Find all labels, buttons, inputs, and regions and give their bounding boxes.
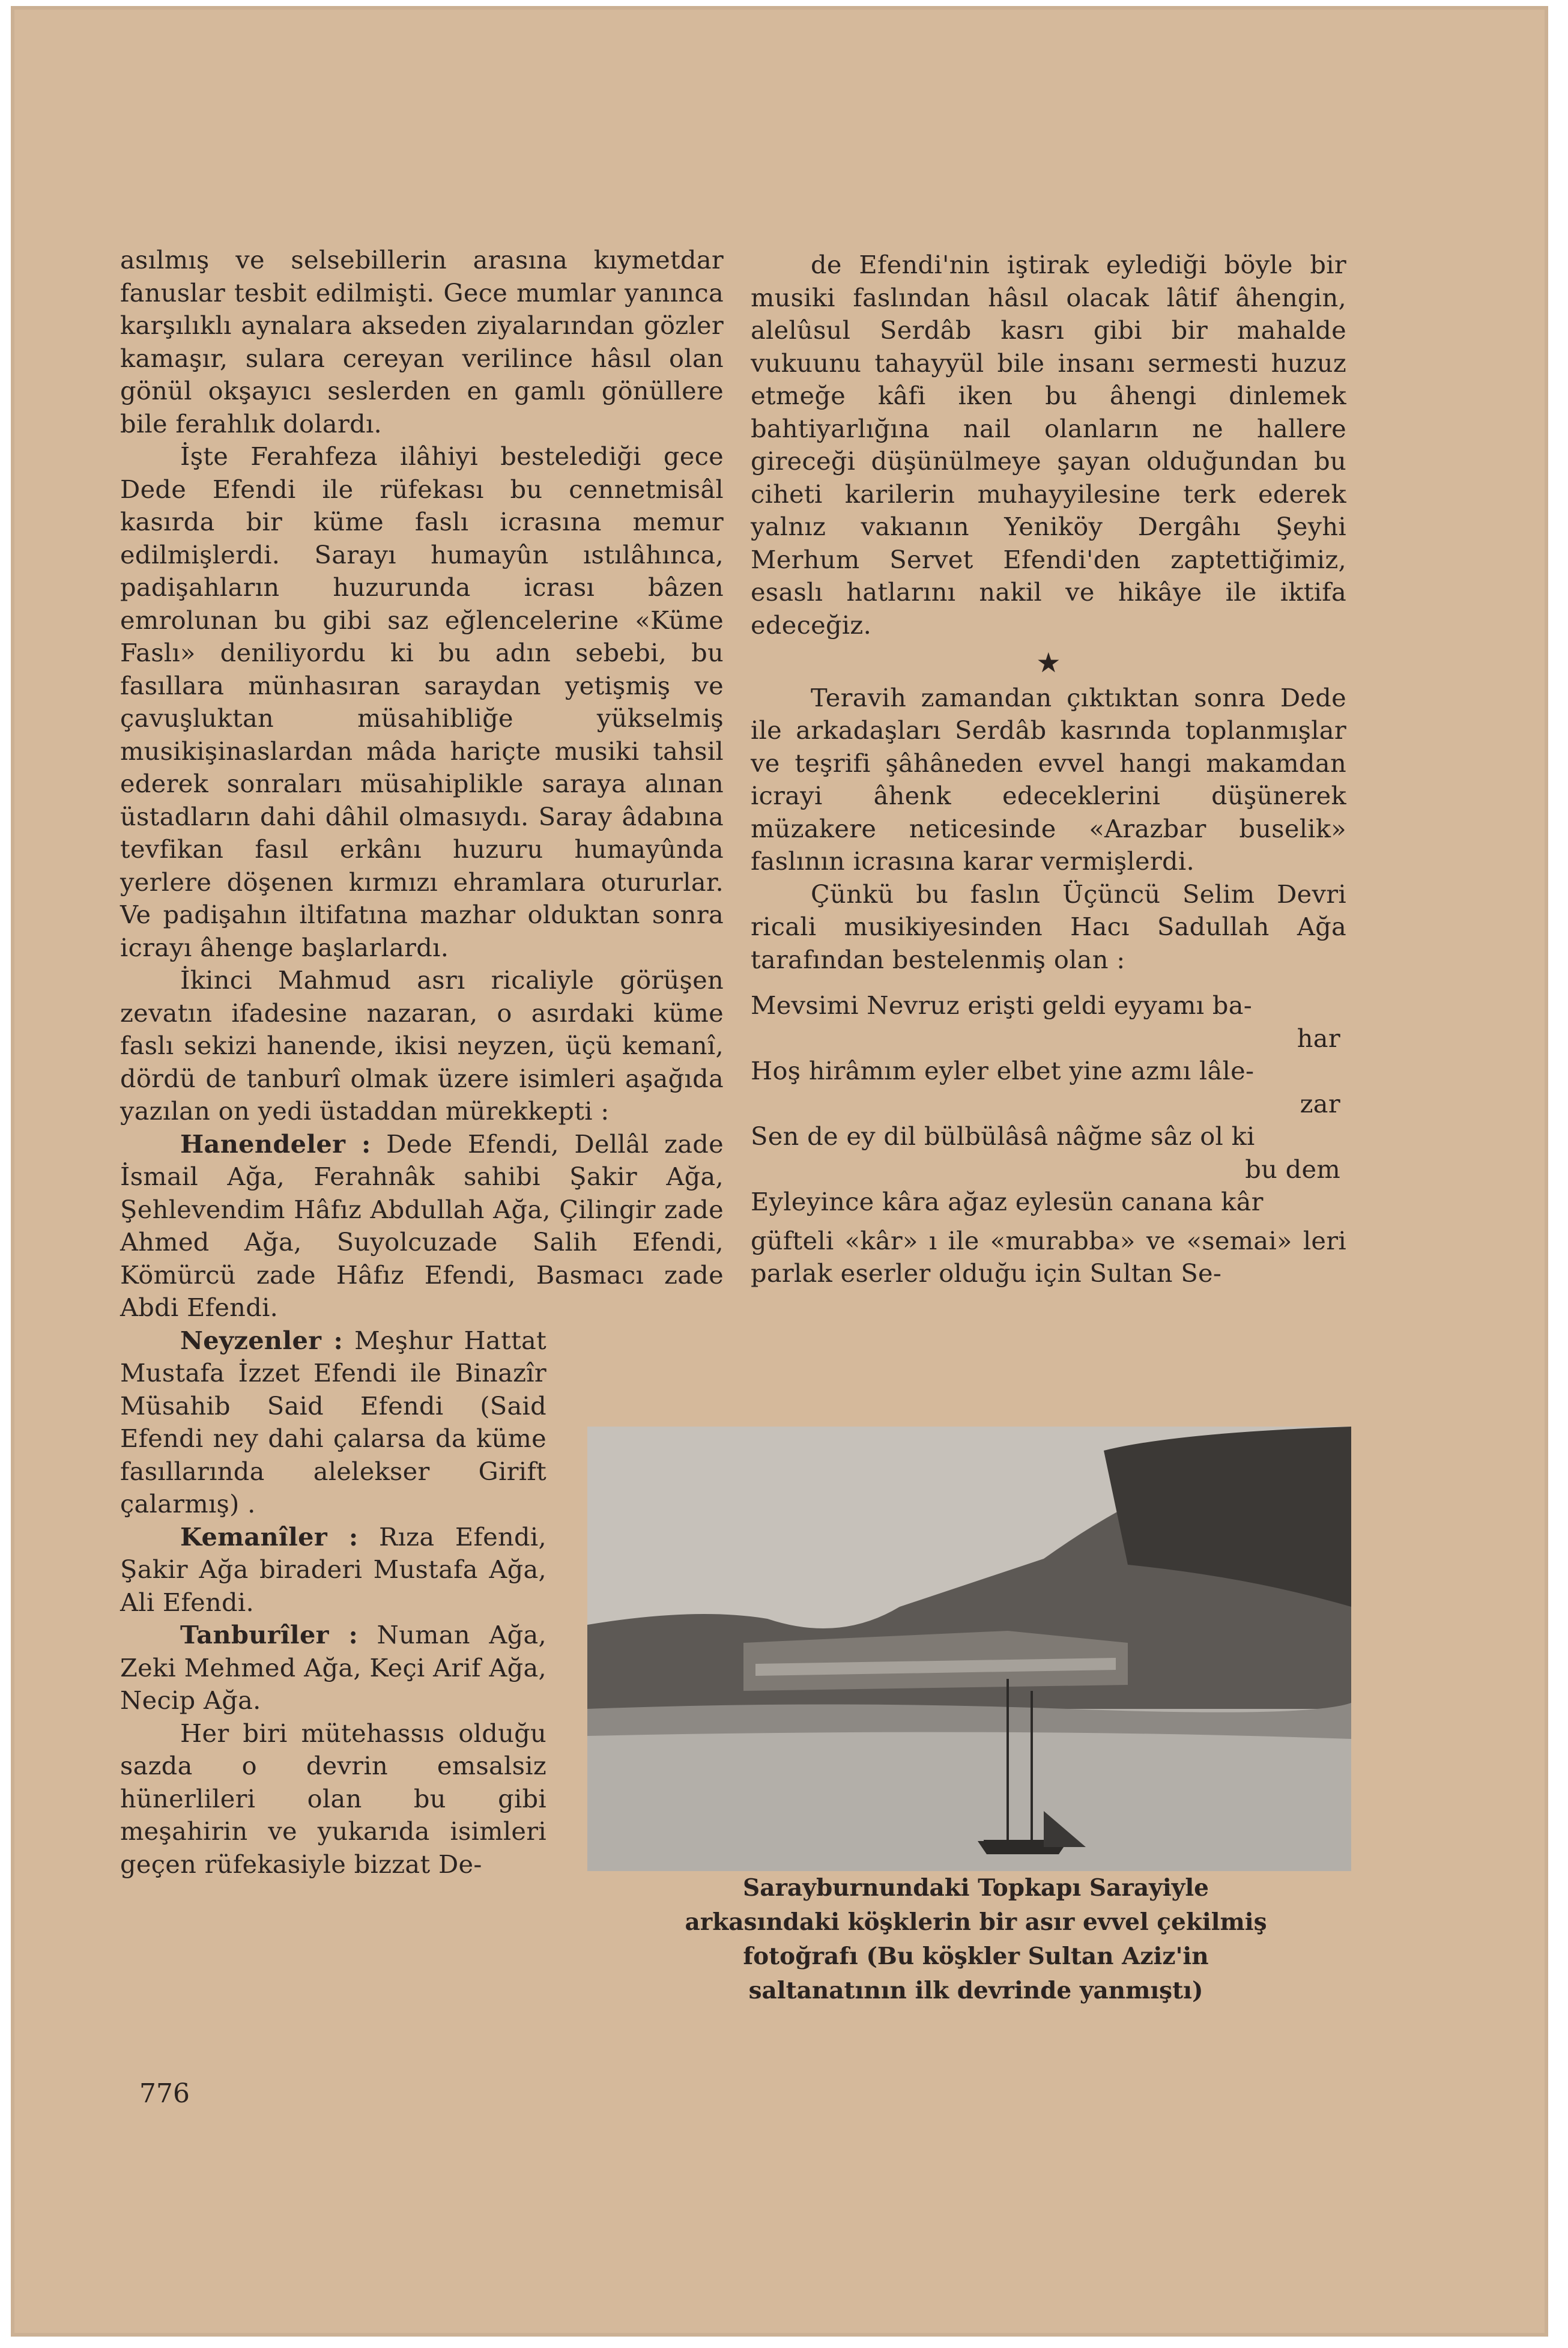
- paragraph: güfteli «kâr» ı ile «murabba» ve «semai» leri parlak eserler olduğu için Sultan Se-: [751, 1225, 1346, 1288]
- verse-line-end: har: [1297, 1023, 1340, 1053]
- topkapi-palace-photo: [587, 1427, 1351, 1871]
- hanendeler-label: Hanendeler :: [180, 1129, 371, 1159]
- kemaniler-list: Rıza Efendi, Şakir Ağa biraderi Mustafa Ağa, Ali Efendi.: [120, 1521, 546, 1617]
- paragraph: de Efendi'nin iştirak eylediği böyle bir musiki faslından hâsıl olacak lâtif âhengin, alelûsul Serdâb kasrı gibi bir mahalde vukuunu tahayyül bile insanı sermesti huzuz etmeğe kâfi iken bu âhengi dinlemek bahtiyarlığına nail olanların ne hallere gireceği düşünülmeye şayan olduğundan bu ciheti karilerin muhayyilesine terk ederek yalnız vakıanın Yeniköy Dergâhı Şeyhi Merhum Servet Efendi'den zaptettiğimiz, esaslı hatlarını nakil ve hikâye ile iktifa edeceğiz.: [751, 250, 1346, 640]
- verse-line-end: bu dem: [1245, 1154, 1340, 1184]
- neyzenler-list: Meşhur Hattat Mustafa İzzet Efendi ile Binazîr Müsahib Said Efendi (Said Efendi ney dahi çalarsa da küme fasıllarında alelekser Girift çalarmış) .: [120, 1325, 546, 1518]
- photo-caption: Sarayburnundaki Topkapı Sarayiyle arkasındaki köşklerin bir asır evvel çekilmiş fotoğrafı (Bu köşkler Sultan Aziz'in saltanatının ilk devrinde yanmıştı): [685, 1874, 1267, 2004]
- right-column: [751, 249, 1346, 1290]
- narrow-block: [120, 1324, 546, 1881]
- paragraph: Her biri mütehassıs olduğu sazda o devrin emsalsiz hünerlileri olan bu gibi meşahirin ve yukarıda isimleri geçen rüfekasiyle bizzat De-: [120, 1718, 546, 1879]
- verse-line: Mevsimi Nevruz erişti geldi eyyamı ba-: [751, 990, 1253, 1020]
- paragraph: Teravih zamandan çıktıktan sonra Dede ile arkadaşları Serdâb kasrında toplanmışlar ve teşrifi şâhâneden evvel hangi makamdan icrayi âhenk edeceklerini düşünerek müzakere neticesinde «Arazbar buselik» faslının icrasına karar vermişlerdi.: [751, 682, 1346, 876]
- poem-verse: [751, 989, 1346, 1219]
- verse-line: Sen de ey dil bülbülâsâ nâğme sâz ol ki: [751, 1121, 1255, 1151]
- kemaniler-label: Kemanîler :: [180, 1521, 359, 1552]
- hanendeler-paragraph: [120, 1128, 724, 1324]
- tanburiler-label: Tanburîler :: [180, 1620, 359, 1649]
- paragraph: asılmış ve selsebillerin arasına kıymetdar fanuslar tesbit edilmişti. Gece mumlar yanınca karşılıklı aynalara akseden ziyalarından gözler kamaşır, sulara cereyan verilince hâsıl olan gönül okşayıcı seslerden en gamlı gönüllere bile ferahlık dolardı.: [120, 245, 724, 438]
- tanburiler-paragraph: [120, 1619, 546, 1717]
- star-separator-icon: ★: [1036, 646, 1061, 679]
- neyzenler-label: Neyzenler :: [180, 1325, 344, 1355]
- neyzenler-paragraph: [120, 1324, 546, 1521]
- tanburiler-list: Numan Ağa, Zeki Mehmed Ağa, Keçi Arif Ağa, Necip Ağa.: [120, 1620, 546, 1715]
- paragraph: İşte Ferahfeza ilâhiyi bestelediği gece Dede Efendi ile rüfekası bu cennetmisâl kasırda bir küme faslı icrasına memur edilmişlerdi. Sarayı humayûn ıstılâhınca, padişahların huzurunda icrası bâzen emrolunan bu gibi saz eğlencelerine «Küme Faslı» deniliyordu ki bu adın sebebi, bu fasıllara münhasıran saraydan yetişmiş ve çavuşluktan müsahibliğe yükselmiş musikişinaslardan mâda hariçte musiki tahsil ederek sonraları müsahiplikle saraya alınan üstadların dahi dâhil olmasıydı. Saray âdabına tevfikan fasıl erkânı huzuru humayûnda yerlere döşenen kırmızı ehramlara otururlar. Ve padişahın iltifatına mazhar olduktan sonra icrayı âhenge başlarlardı.: [120, 441, 724, 962]
- verse-line: Eyleyince kâra ağaz eylesün canana kâr: [751, 1187, 1264, 1216]
- verse-line: Hoş hirâmım eyler elbet yine azmı lâle-: [751, 1056, 1255, 1085]
- hanendeler-list: Dede Efendi, Dellâl zade İsmail Ağa, Ferahnâk sahibi Şakir Ağa, Şehlevendim Hâfız Abdullah Ağa, Çilingir zade Ahmed Ağa, Suyolcuzade Salih Efendi, Kömürcü zade Hâfız Efendi, Basmacı zade Abdi Efendi.: [120, 1129, 724, 1322]
- magazine-page: [11, 6, 1548, 2337]
- photo-illustration: [587, 1427, 1351, 1871]
- paragraph: İkinci Mahmud asrı ricaliyle görüşen zevatın ifadesine nazaran, o asırdaki küme faslı sekizi hanende, ikisi neyzen, üçü kemanî, dördü de tanburî olmak üzere isimleri aşağıda yazılan on yedi üstaddan mürekkepti :: [120, 965, 724, 1126]
- paragraph: Çünkü bu faslın Üçüncü Selim Devri ricali musikiyesinden Hacı Sadullah Ağa tarafından bestelenmiş olan :: [751, 879, 1346, 974]
- page-number: 776: [139, 2078, 190, 2109]
- kemaniler-paragraph: [120, 1521, 546, 1619]
- verse-line-end: zar: [1300, 1088, 1340, 1118]
